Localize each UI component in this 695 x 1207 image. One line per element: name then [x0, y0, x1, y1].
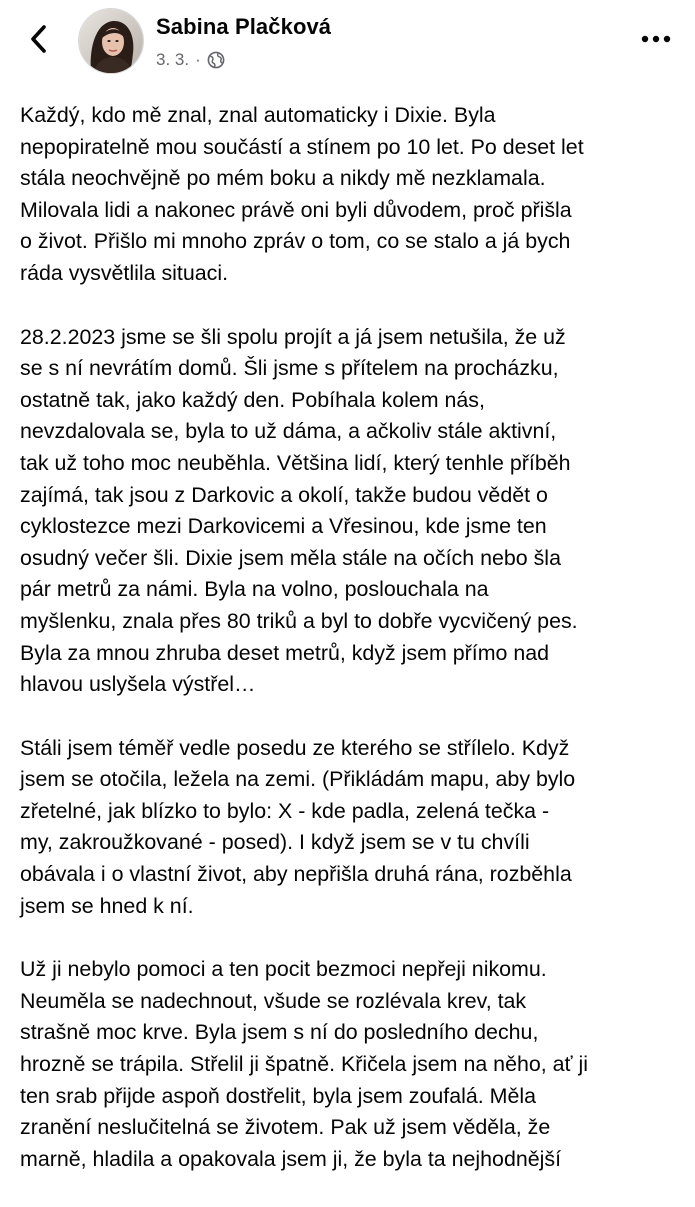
- post-header: [0, 0, 695, 90]
- post-meta: [156, 50, 225, 70]
- post-paragraph: Už ji nebylo pomoci a ten pocit bezmoci nepřeji nikomu. Neuměla se nadechnout, všude se rozlévala krev, tak strašně moc krve. Byla jsem s ní do posledního dechu, hrozně se trápila. Střelil ji špatně. Křičela jsem na něho, ať ji ten srab přijde aspoň dostřelit, byla jsem zoufalá. Měla zranění neslučitelná se životem. Pak už jsem věděla, že marně, hladila a opakovala jsem ji, že byla ta nejhodnější: [20, 957, 589, 1171]
- post-paragraph: Stáli jsem téměř vedle posedu ze kterého se střílelo. Když jsem se otočila, ležela na zemi. (Přikládám mapu, aby bylo zřetelné, jak blízko to bylo: X - kde padla, zelená tečka - my, zakroužkované - posed). I když jsem se v tu chvíli obávala i o vlastní život, aby nepřišla druhá rána, rozběhla jsem se hned k ní.: [20, 735, 576, 918]
- post-text: [20, 100, 692, 1207]
- post-paragraph: Každý, kdo mě znal, znal automaticky i Dixie. Byla nepopiratelně mou součástí a stínem po 10 let. Po deset let stála neochvějně po mém boku a nikdy mě nezklamala. Milovala lidi a nakonec právě oni byli důvodem, proč přišla o život. Přišlo mi mnoho zpráv o tom, co se stalo a já bych ráda vysvětlila situaci.: [20, 103, 584, 285]
- back-button[interactable]: [22, 22, 56, 56]
- avatar-image: [79, 9, 143, 73]
- post-paragraph: 28.2.2023 jsme se šli spolu projít a já jsem netušila, že už se s ní nevrátím domů. Šli jsme s přítelem na procházku, ostatně tak, jako každý den. Pobíhala kolem nás, nevzdalovala se, byla to už dáma, a ačkoliv stále aktivní, tak už toho moc neuběhla. Většina lidí, který tenhle příběh zajímá, tak jsou z Darkovic a okolí, takže budou vědět o cyklostezce mezi Darkovicemi a Vřesinou, kde jsme ten osudný večer šli. Dixie jsem měla stále na očích nebo šla pár metrů za námi. Byla na volno, poslouchala na myšlenku, znala přes 80 triků a byl to dobře vycvičený pes. Byla za mnou zhruba deset metrů, když jsem přímo nad hlavou uslyšela výstřel…: [20, 324, 578, 697]
- chevron-left-icon: [29, 24, 49, 54]
- author-name[interactable]: Sabina Plačková: [156, 14, 332, 39]
- post-date[interactable]: 3. 3.: [156, 50, 190, 69]
- globe-icon: [207, 51, 225, 69]
- avatar[interactable]: [78, 8, 144, 74]
- more-horizontal-icon: [641, 35, 671, 43]
- more-options-button[interactable]: [639, 26, 673, 52]
- meta-separator: ·: [195, 50, 201, 69]
